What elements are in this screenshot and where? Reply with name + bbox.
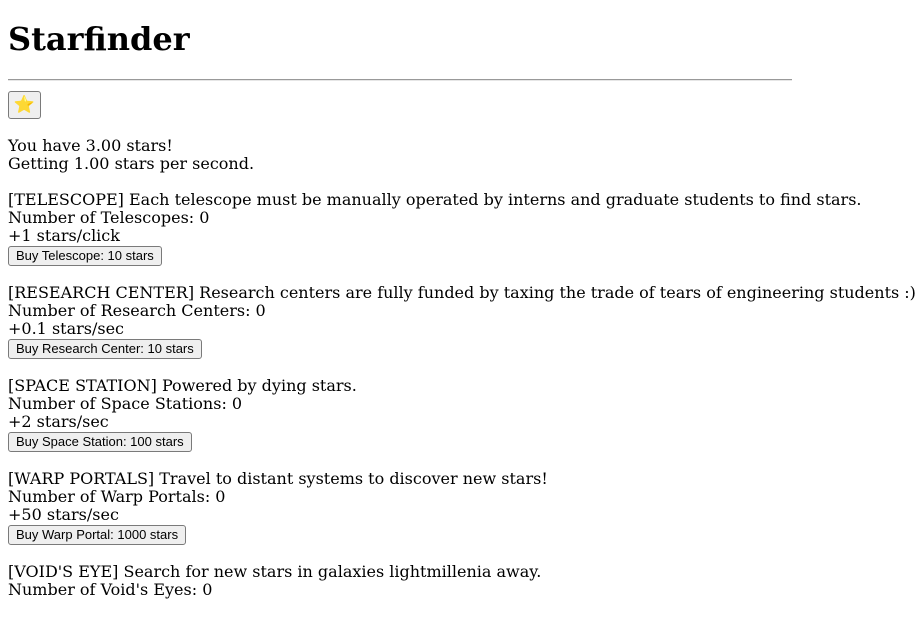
star-icon: ⭐: [13, 95, 36, 115]
upgrade-description: [RESEARCH CENTER] Research centers are fully funded by taxing the trade of tears of engineering students :): [8, 283, 916, 302]
upgrade-description: [VOID'S EYE] Search for new stars in galaxies lightmillenia away.: [8, 562, 542, 581]
buy-space-station-button[interactable]: Buy Space Station: 100 stars: [8, 432, 192, 452]
upgrade-effect: +1 stars/click: [8, 226, 120, 245]
stars-rate: Getting 1.00 stars per second.: [8, 154, 255, 173]
upgrade-telescope: [8, 190, 862, 266]
upgrade-count: Number of Warp Portals: 0: [8, 487, 226, 506]
upgrade-count: Number of Void's Eyes: 0: [8, 580, 213, 599]
upgrade-count: Number of Space Stations: 0: [8, 394, 243, 413]
upgrade-description: [SPACE STATION] Powered by dying stars.: [8, 376, 357, 395]
upgrade-effect: +2 stars/sec: [8, 412, 109, 431]
stats-panel: [8, 137, 792, 173]
upgrade-effect: +50 stars/sec: [8, 505, 119, 524]
page-title: Starfinder: [8, 20, 190, 58]
buy-telescope-button[interactable]: Buy Telescope: 10 stars: [8, 246, 162, 266]
upgrade-count: Number of Research Centers: 0: [8, 301, 266, 320]
upgrade-description: [WARP PORTALS] Travel to distant systems to discover new stars!: [8, 469, 548, 488]
upgrade-count: Number of Telescopes: 0: [8, 208, 210, 227]
find-star-button[interactable]: [8, 91, 41, 119]
upgrade-description: [TELESCOPE] Each telescope must be manually operated by interns and graduate students to find stars.: [8, 190, 862, 209]
buy-warp-portal-button[interactable]: Buy Warp Portal: 1000 stars: [8, 525, 186, 545]
upgrade-effect: +0.1 stars/sec: [8, 319, 125, 338]
stars-count: You have 3.00 stars!: [8, 136, 173, 155]
divider: [8, 79, 792, 81]
upgrade-space-station: [8, 377, 792, 452]
buy-research-center-button[interactable]: Buy Research Center: 10 stars: [8, 339, 202, 359]
upgrade-warp-portal: [8, 470, 792, 545]
upgrade-research-center: [8, 283, 916, 359]
upgrade-voids-eye: [8, 563, 792, 599]
